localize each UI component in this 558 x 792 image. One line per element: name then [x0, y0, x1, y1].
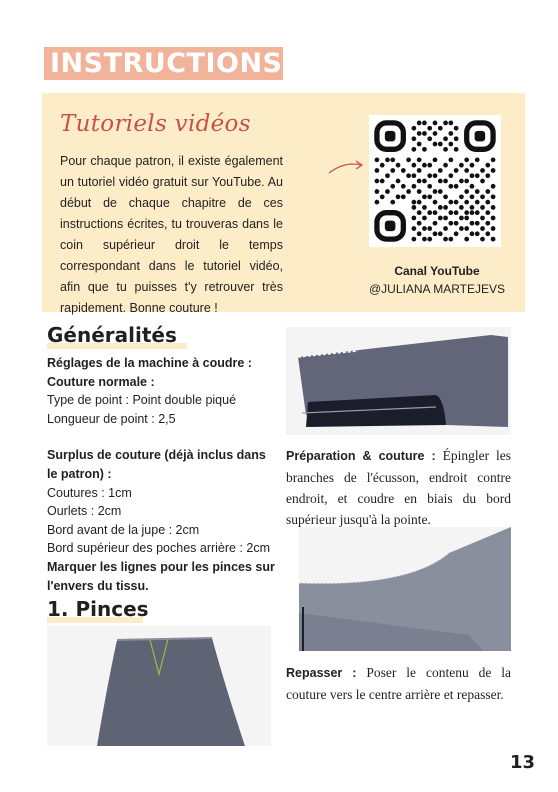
generalites-body	[47, 354, 279, 595]
seam-title: Surplus de couture (déjà inclus dans le patron) :	[47, 448, 266, 481]
photo-dart-marking	[47, 626, 271, 746]
seam-item: Bord supérieur des poches arrière : 2cm	[47, 541, 271, 556]
step-text: Poser le contenu de la couture vers le centre arrière et repasser.	[286, 665, 511, 702]
photo-seam-pinning	[286, 327, 511, 435]
fabric-image	[286, 327, 511, 435]
channel-title: Canal YouTube	[394, 264, 480, 278]
step-preparation	[286, 445, 511, 530]
stitch-length: Longueur de point : 2,5	[47, 411, 176, 426]
tutorial-box	[42, 93, 525, 315]
fabric-image	[47, 626, 271, 746]
step-pressing	[286, 662, 511, 705]
fabric-image	[299, 527, 511, 651]
couture-title: Couture normale :	[47, 374, 155, 389]
qr-code-icon[interactable]	[369, 115, 501, 247]
stitch-type: Type de point : Point double piqué	[47, 393, 237, 408]
seam-item: Ourlets : 2cm	[47, 504, 122, 519]
machine-title: Réglages de la machine à coudre :	[47, 356, 252, 370]
generalites-heading: Généralités	[47, 323, 177, 347]
marking-note: Marquer les lignes pour les pinces sur l'envers du tissu.	[47, 559, 275, 593]
page-title: INSTRUCTIONS	[50, 48, 283, 79]
tutorial-text: Pour chaque patron, il existe également un tutoriel vidéo gratuit sur YouTube. Au début de chaque chapitre de ces instructions écrites, tu trouveras dans le coin supérieur droit le temps correspondant dans le tutoriel vidéo, afin que tu puisses t'y retrouver très rapidement. Bonne couture !	[60, 154, 283, 315]
seam-item: Coutures : 1cm	[47, 485, 132, 500]
seam-item: Bord avant de la jupe : 2cm	[47, 522, 200, 537]
tutorial-script-title: Tutoriels vidéos	[60, 111, 251, 137]
page-number: 13	[510, 752, 536, 773]
arrow-right-icon	[327, 153, 367, 183]
channel-handle: @JULIANA MARTEJEVS	[369, 282, 505, 296]
step-label: Repasser :	[286, 666, 357, 680]
qr-caption	[347, 262, 527, 298]
photo-pressing	[299, 527, 511, 651]
step-label: Préparation & couture :	[286, 449, 436, 463]
pinces-heading: 1. Pinces	[47, 597, 149, 621]
step-text: Épingler les branches de l'écusson, endroit contre endroit, et coudre en biais du bord supérieur jusqu'à la pointe.	[286, 448, 512, 527]
